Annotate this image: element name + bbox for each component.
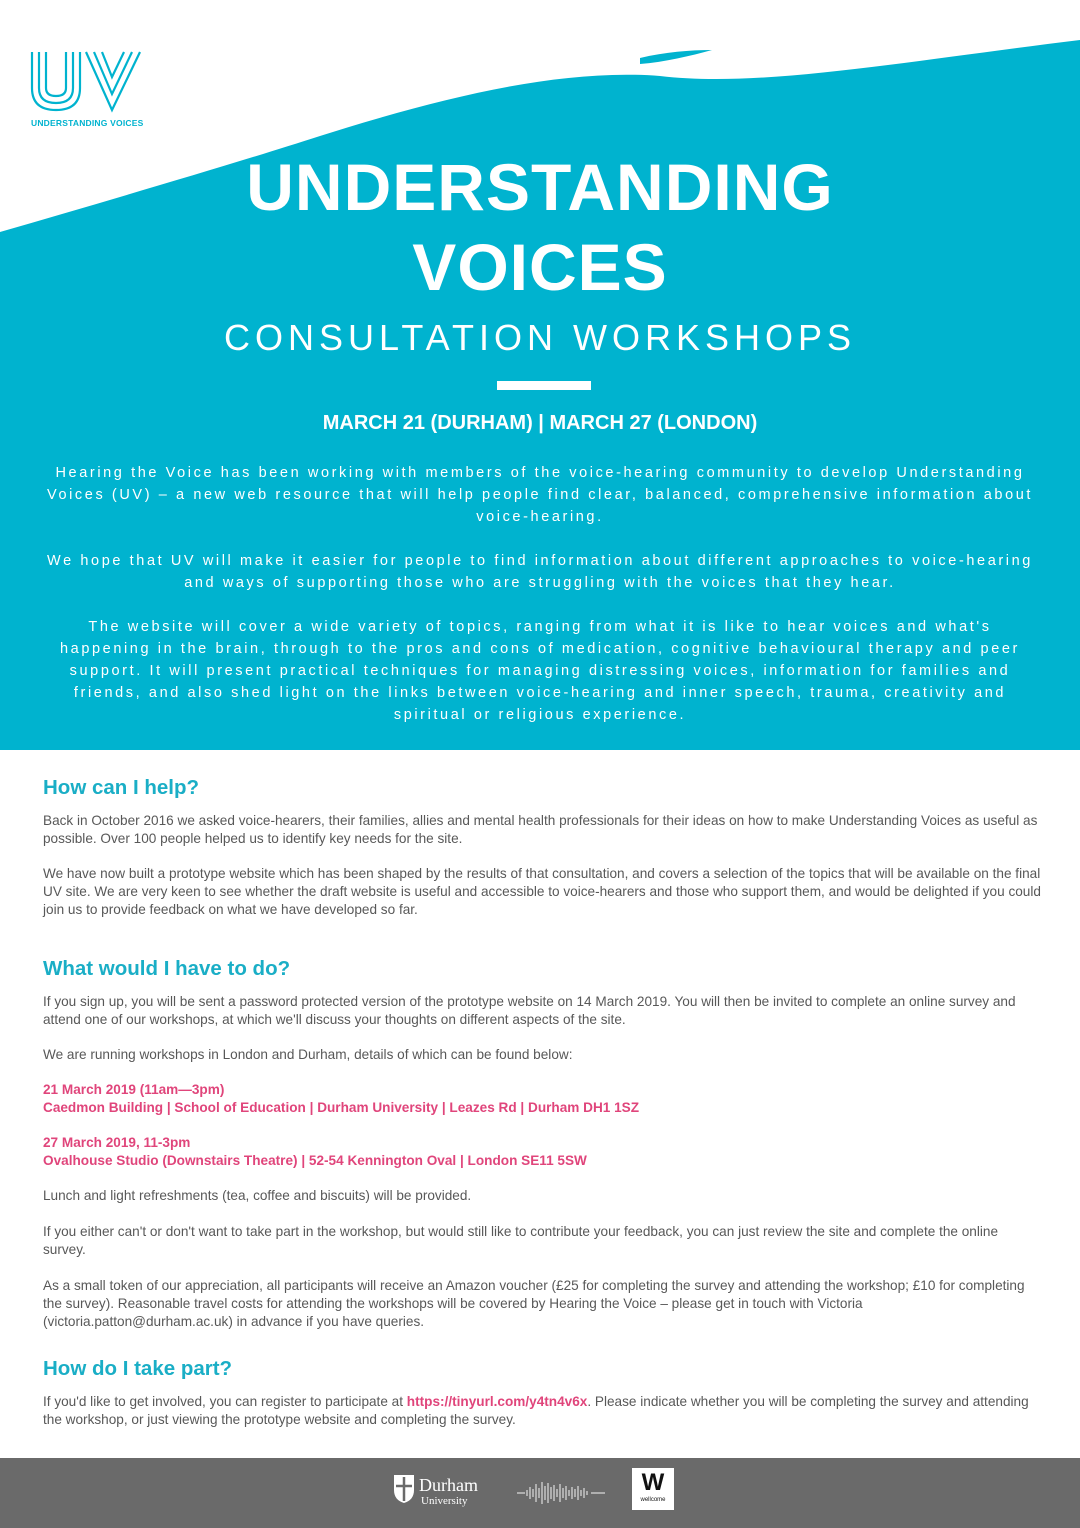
- registration-link[interactable]: https://tinyurl.com/y4tn4v6x: [406, 1394, 588, 1409]
- workshop-dates: MARCH 21 (DURHAM) | MARCH 27 (LONDON): [322, 412, 758, 434]
- title-line-2: VOICES: [412, 230, 668, 304]
- todo-paragraph-1: If you sign up, you will be sent a password protected version of the prototype website on 14 March 2019. You will then be invited to complete an online survey and attend one of our workshops, at which we'll discuss your thoughts on different aspects of the site.: [43, 994, 1016, 1027]
- uv-logo-icon: [28, 48, 148, 114]
- todo-paragraph-2: We are running workshops in London and Durham, details of which can be found below:: [43, 1047, 573, 1062]
- logo-tagline: UNDERSTANDING VOICES: [31, 118, 144, 128]
- help-paragraph-1: Back in October 2016 we asked voice-hearers, their families, allies and mental health professionals for their ideas on how to make Understanding Voices as useful as possible. Over 100 people helped us to identify key needs for the site.: [43, 813, 1038, 846]
- take-part-text-after: . Please indicate whether you will be completing the survey and attending the workshop, or just viewing the prototype website and completing the survey.: [43, 1394, 1029, 1427]
- footer-bar: [0, 1458, 1080, 1528]
- durham-crest-icon: [393, 1474, 415, 1504]
- subtitle: CONSULTATION WORKSHOPS: [223, 317, 857, 358]
- wellcome-mark: W: [641, 1469, 665, 1496]
- waveform-icon: [515, 1480, 607, 1506]
- durham-name: Durham: [419, 1475, 478, 1495]
- help-paragraph-2: We have now built a prototype website which has been shaped by the results of that consultation, and covers a selection of the topics that will be available on the final UV site. We are very keen to see whether the draft website is useful and accessible to voice-hearers and those who support them, and would be delighted if you could join us to provide feedback on what we have developed so far.: [43, 866, 1041, 917]
- wellcome-text: wellcome: [640, 1497, 666, 1503]
- wellcome-logo: [632, 1468, 674, 1510]
- intro-paragraph-3: The website will cover a wide variety of topics, ranging from what it is like to hear voices and what's happening in the brain, through to the pros and cons of medication, cognitive behavioural therapy and peer support. It will present practical techniques for managing distressing voices, information for families and friends, and also shed light on the links between voice-hearing and inner speech, trauma, creativity and spiritual or religious experience.: [60, 619, 1020, 723]
- help-heading: How can I help?: [43, 776, 200, 799]
- todo-heading: What would I have to do?: [43, 957, 291, 980]
- event-london: [43, 1134, 1043, 1170]
- title-divider: [497, 381, 591, 390]
- intro-paragraph-1: Hearing the Voice has been working with members of the voice-hearing community to develop Understanding Voices (UV) – a new web resource that will help people find clear, balanced, comprehensive information about voice-hearing.: [46, 465, 1034, 525]
- survey-only-note: If you either can't or don't want to take part in the workshop, but would still like to contribute your feedback, you can just review the site and complete the online survey.: [43, 1224, 999, 1257]
- take-part-heading: How do I take part?: [43, 1357, 233, 1380]
- durham-sub: University: [421, 1495, 468, 1507]
- voucher-note: As a small token of our appreciation, all participants will receive an Amazon voucher (£25 for completing the survey and attending the workshop; £10 for completing the survey). Reasonable travel costs for attending the workshops will be covered by Hearing the Voice – please get in touch with Victoria (victoria.patton@durham.ac.uk) in advance if you have queries.: [43, 1278, 1025, 1329]
- intro-paragraph-2: We hope that UV will make it easier for people to find information about different approaches to voice-hearing and ways of supporting those who are struggling with the voices that they hear.: [47, 553, 1033, 591]
- take-part-paragraph: [43, 1393, 1043, 1429]
- title-line-1: UNDERSTANDING: [246, 150, 834, 224]
- event-london-venue: Ovalhouse Studio (Downstairs Theatre) | 52-54 Kennington Oval | London SE11 5SW: [43, 1153, 587, 1168]
- take-part-text-before: If you'd like to get involved, you can register to participate at: [43, 1394, 407, 1409]
- uv-logo: [28, 48, 148, 128]
- event-durham: [43, 1081, 1043, 1117]
- event-durham-venue: Caedmon Building | School of Education | Durham University | Leazes Rd | Durham DH1 1SZ: [43, 1100, 640, 1115]
- event-durham-time: 21 March 2019 (11am—3pm): [43, 1082, 225, 1097]
- event-london-time: 27 March 2019, 11-3pm: [43, 1135, 191, 1150]
- hero-banner: [0, 0, 1080, 750]
- refreshments-note: Lunch and light refreshments (tea, coffee and biscuits) will be provided.: [43, 1188, 472, 1203]
